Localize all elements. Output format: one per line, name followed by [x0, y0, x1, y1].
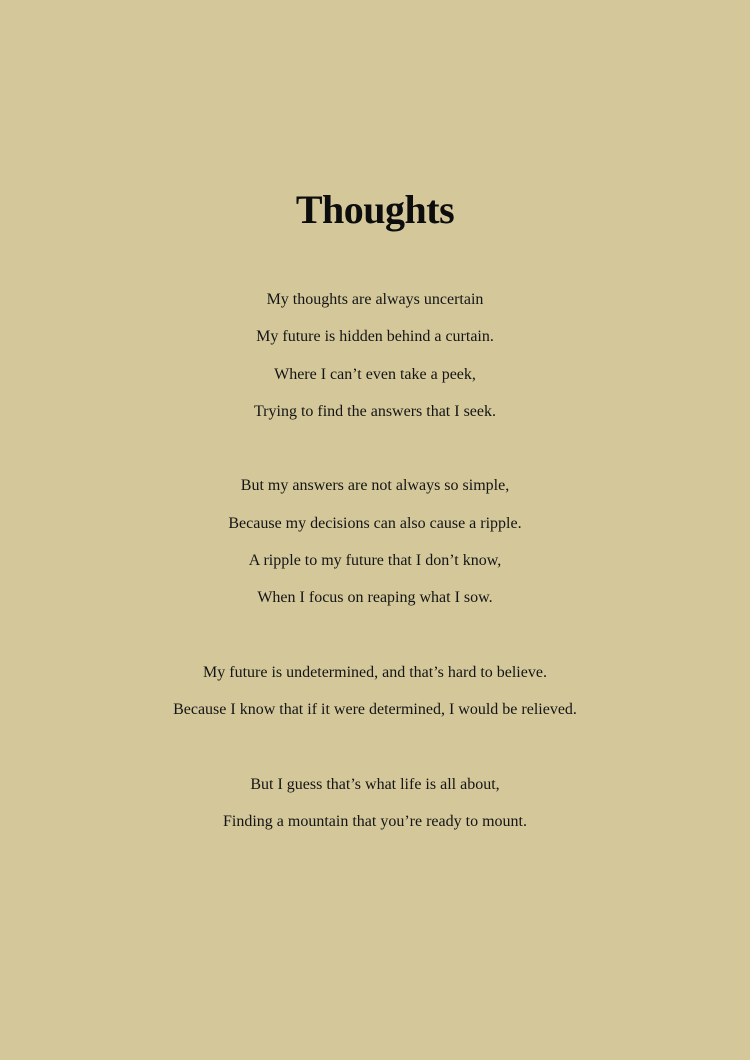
stanza-gap	[0, 622, 750, 659]
poem-line: Because my decisions can also cause a ripple.	[228, 514, 522, 532]
poem-line: But my answers are not always so simple,	[240, 477, 510, 495]
stanza-gap	[0, 734, 750, 771]
stanza-4	[0, 771, 750, 846]
poem-line: A ripple to my future that I don’t know,	[248, 552, 502, 570]
poem-line: Finding a mountain that you’re ready to mount.	[223, 813, 527, 831]
poem-body	[0, 286, 750, 845]
poem-line: My thoughts are always uncertain	[266, 291, 484, 308]
stanza-2	[0, 472, 750, 621]
poem-line: My future is hidden behind a curtain.	[256, 328, 494, 346]
poem-line: Because I know that if it were determined, I would be relieved.	[173, 701, 577, 719]
poem-line: Where I can’t even take a peek,	[274, 365, 476, 383]
stanza-gap	[0, 435, 750, 472]
poem-line: But I guess that’s what life is all about,	[250, 775, 500, 793]
poem-line: Trying to find the answers that I seek.	[253, 402, 497, 420]
stanza-1	[0, 286, 750, 435]
poem-line: When I focus on reaping what I sow.	[257, 589, 493, 607]
stanza-3	[0, 659, 750, 734]
poem-title: Thoughts	[295, 187, 455, 232]
poem-line: My future is undetermined, and that’s hard to believe.	[203, 663, 547, 681]
